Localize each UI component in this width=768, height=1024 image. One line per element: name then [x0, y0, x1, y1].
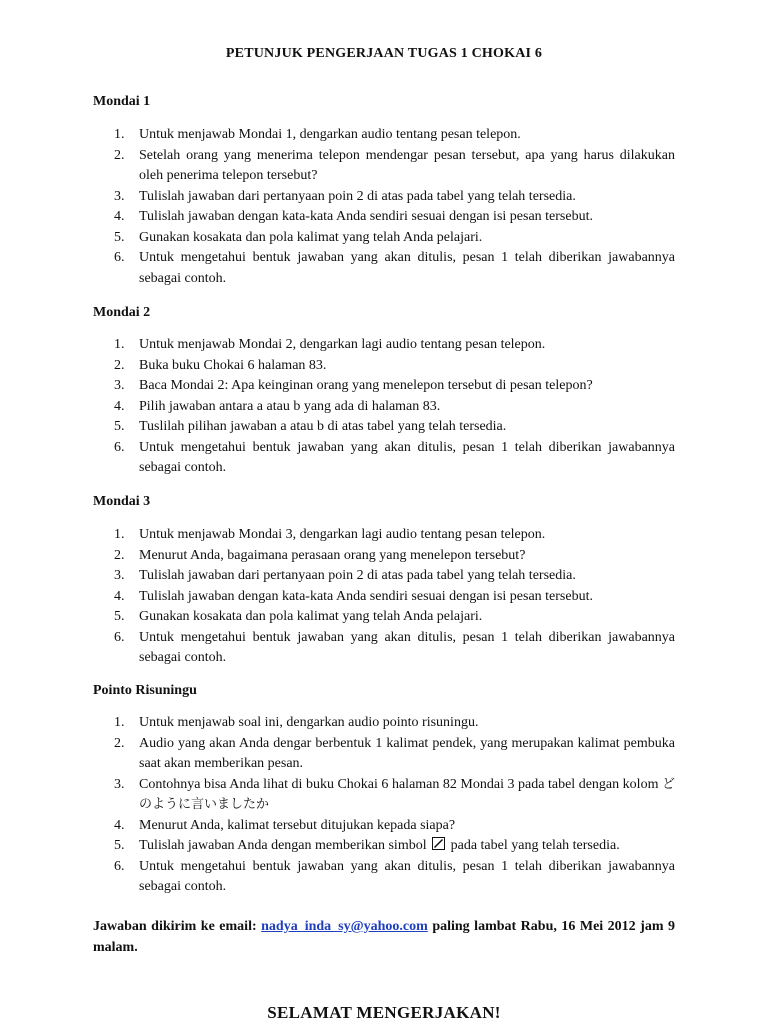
- list-item: 5. Gunakan kosakata dan pola kalimat yang telah Anda pelajari.: [114, 609, 483, 624]
- email-link[interactable]: nadya_inda_sy@yahoo.com: [261, 919, 428, 934]
- list-item: 4. Pilih jawaban antara a atau b yang ada di halaman 83.: [114, 398, 441, 414]
- list-item: 6. Untuk mengetahui bentuk jawaban yang akan ditulis, pesan 1 telah diberikan jawabannya sebagai contoh.: [114, 439, 675, 475]
- list-item: 3. Contohnya bisa Anda lihat di buku Chokai 6 halaman 82 Mondai 3 pada tabel dengan kolom どのように言いましたか: [114, 776, 676, 812]
- list-item: 1. Untuk menjawab Mondai 2, dengarkan lagi audio tentang pesan telepon.: [114, 337, 546, 352]
- list-item: 6. Untuk mengetahui bentuk jawaban yang akan ditulis, pesan 1 telah diberikan jawabannya sebagai contoh.: [114, 629, 675, 665]
- section-list-mondai-3: [93, 525, 675, 669]
- list-item: 1. Untuk menjawab Mondai 1, dengarkan audio tentang pesan telepon.: [114, 127, 521, 142]
- section-list-mondai-1: [93, 125, 675, 289]
- list-item: 1. Untuk menjawab Mondai 3, dengarkan lagi audio tentang pesan telepon.: [114, 527, 546, 542]
- list-item: 3. Tulislah jawaban dari pertanyaan poin 2 di atas pada tabel yang telah tersedia.: [114, 568, 576, 583]
- list-item: 6. Untuk mengetahui bentuk jawaban yang akan ditulis, pesan 1 telah diberikan jawabannya sebagai contoh.: [114, 250, 675, 286]
- section-heading-mondai-3: Mondai 3: [93, 494, 151, 509]
- list-item: 3. Tulislah jawaban dari pertanyaan poin 2 di atas pada tabel yang telah tersedia.: [114, 188, 576, 204]
- list-item: 4. Tulislah jawaban dengan kata-kata Anda sendiri sesuai dengan isi pesan tersebut.: [114, 209, 593, 224]
- list-item: 5. Tuslilah pilihan jawaban a atau b di atas tabel yang telah tersedia.: [114, 419, 507, 434]
- list-item: 4. Menurut Anda, kalimat tersebut ditujukan kepada siapa?: [114, 817, 456, 833]
- closing-message: SELAMAT MENGERJAKAN!: [267, 1003, 501, 1022]
- list-item: 2. Menurut Anda, bagaimana perasaan orang yang menelepon tersebut?: [114, 547, 526, 563]
- section-list-pointo-risuningu: [93, 713, 675, 898]
- section-heading-pointo-risuningu: Pointo Risuningu: [93, 683, 197, 698]
- list-item: 6. Untuk mengetahui bentuk jawaban yang akan ditulis, pesan 1 telah diberikan jawabannya sebagai contoh.: [114, 858, 675, 894]
- list-item: 5. Tulislah jawaban Anda dengan memberikan simbol pada tabel yang telah tersedia.: [114, 838, 620, 853]
- list-item: 2. Audio yang akan Anda dengar berbentuk 1 kalimat pendek, yang merupakan kalimat pembuka saat akan memberikan pesan.: [114, 735, 675, 771]
- list-item: 2. Buka buku Chokai 6 halaman 83.: [114, 357, 327, 373]
- list-item: 5. Gunakan kosakata dan pola kalimat yang telah Anda pelajari.: [114, 229, 483, 245]
- section-heading-mondai-2: Mondai 2: [93, 305, 151, 320]
- checkbox-symbol-icon: [432, 837, 445, 850]
- list-item: 2. Setelah orang yang menerima telepon mendengar pesan tersebut, apa yang harus dilakukan oleh penerima telepon tersebut?: [114, 147, 675, 183]
- list-item: 4. Tulislah jawaban dengan kata-kata Anda sendiri sesuai dengan isi pesan tersebut.: [114, 588, 593, 604]
- list-item: 3. Baca Mondai 2: Apa keinginan orang yang menelepon tersebut di pesan telepon?: [114, 378, 593, 393]
- section-heading-mondai-1: Mondai 1: [93, 94, 151, 109]
- list-item: 1. Untuk menjawab soal ini, dengarkan audio pointo risuningu.: [114, 715, 479, 730]
- document-title: PETUNJUK PENGERJAAN TUGAS 1 CHOKAI 6: [225, 46, 543, 61]
- submission-note: Jawaban dikirim ke email: nadya_inda_sy@yahoo.com paling lambat Rabu, 16 Mei 2012 jam 9 malam.: [93, 919, 676, 955]
- section-list-mondai-2: [93, 335, 675, 479]
- japanese-column-name: どのように言いましたか: [139, 776, 676, 812]
